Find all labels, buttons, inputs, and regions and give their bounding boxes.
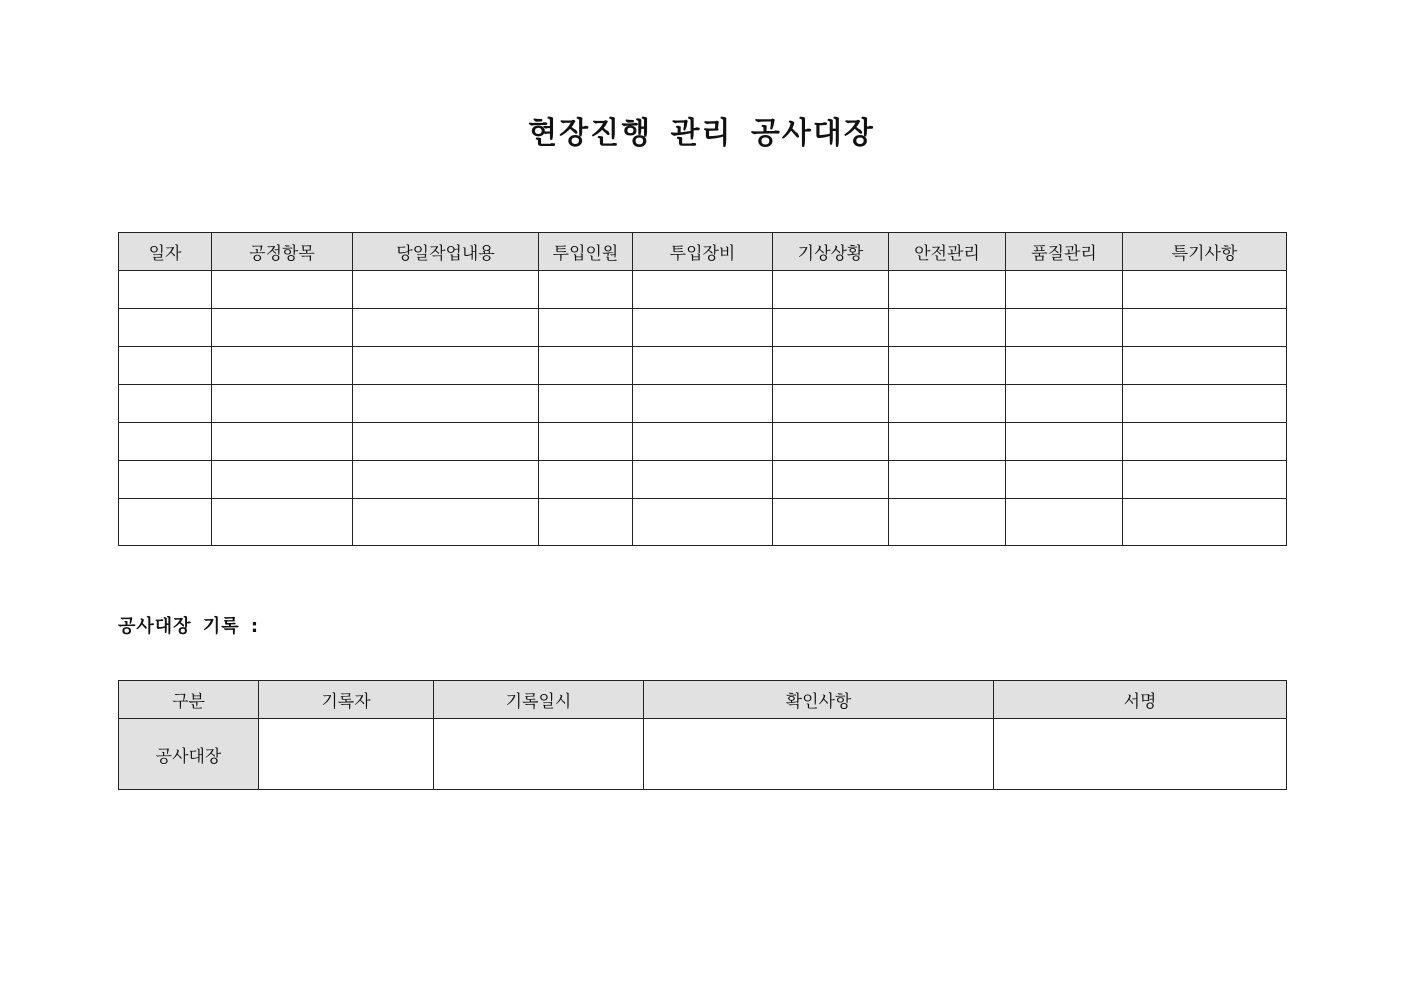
table-cell[interactable]	[1006, 499, 1123, 546]
record-section-label: 공사대장 기록 :	[118, 616, 260, 637]
header-confirmation: 확인사항	[644, 681, 994, 719]
table-cell[interactable]	[353, 347, 539, 385]
table-cell[interactable]	[773, 347, 889, 385]
table-cell[interactable]	[1006, 385, 1123, 423]
table-cell[interactable]	[1006, 423, 1123, 461]
header-recorder: 기록자	[259, 681, 434, 719]
table-cell[interactable]	[539, 347, 633, 385]
table-cell[interactable]	[212, 347, 353, 385]
table-cell[interactable]	[633, 499, 773, 546]
header-signature: 서명	[994, 681, 1287, 719]
table-cell[interactable]	[1006, 461, 1123, 499]
table-row	[119, 461, 1287, 499]
confirmation-cell[interactable]	[644, 719, 994, 790]
table-cell[interactable]	[1123, 461, 1287, 499]
header-daily-work: 당일작업내용	[353, 233, 539, 271]
table-header-row	[119, 233, 1287, 271]
table-cell[interactable]	[889, 385, 1006, 423]
table-row	[119, 719, 1287, 790]
table-cell[interactable]	[119, 385, 212, 423]
table-cell[interactable]	[119, 309, 212, 347]
table-cell[interactable]	[539, 385, 633, 423]
header-category: 구분	[119, 681, 259, 719]
header-process-item: 공정항목	[212, 233, 353, 271]
table-cell[interactable]	[889, 499, 1006, 546]
table-cell[interactable]	[633, 423, 773, 461]
table-cell[interactable]	[633, 309, 773, 347]
table-cell[interactable]	[1123, 385, 1287, 423]
table-cell[interactable]	[539, 309, 633, 347]
header-remarks: 특기사항	[1123, 233, 1287, 271]
header-record-datetime: 기록일시	[434, 681, 644, 719]
header-date: 일자	[119, 233, 212, 271]
table-cell[interactable]	[633, 385, 773, 423]
header-quality: 품질관리	[1006, 233, 1123, 271]
recorder-cell[interactable]	[259, 719, 434, 790]
table-cell[interactable]	[119, 347, 212, 385]
table-cell[interactable]	[353, 271, 539, 309]
header-safety: 안전관리	[889, 233, 1006, 271]
construction-progress-table	[118, 232, 1287, 546]
table-cell[interactable]	[539, 461, 633, 499]
table-cell[interactable]	[1123, 499, 1287, 546]
table-cell[interactable]	[212, 461, 353, 499]
table-cell[interactable]	[889, 461, 1006, 499]
table-cell[interactable]	[773, 499, 889, 546]
table-cell[interactable]	[633, 347, 773, 385]
header-weather: 기상상황	[773, 233, 889, 271]
table-row	[119, 423, 1287, 461]
table-cell[interactable]	[212, 271, 353, 309]
table-cell[interactable]	[1123, 423, 1287, 461]
table-cell[interactable]	[633, 461, 773, 499]
table-row	[119, 499, 1287, 546]
table-cell[interactable]	[212, 499, 353, 546]
table-header-row	[119, 681, 1287, 719]
table-cell[interactable]	[212, 385, 353, 423]
header-personnel: 투입인원	[539, 233, 633, 271]
table-cell[interactable]	[889, 309, 1006, 347]
table-cell[interactable]	[889, 423, 1006, 461]
table-row	[119, 271, 1287, 309]
table-cell[interactable]	[1123, 309, 1287, 347]
table-cell[interactable]	[633, 271, 773, 309]
table-cell[interactable]	[1006, 271, 1123, 309]
row-category-label: 공사대장	[119, 719, 259, 790]
table-cell[interactable]	[1123, 347, 1287, 385]
document-title: 현장진행 관리 공사대장	[528, 116, 875, 151]
table-cell[interactable]	[773, 309, 889, 347]
table-cell[interactable]	[119, 499, 212, 546]
table-cell[interactable]	[353, 499, 539, 546]
table-cell[interactable]	[353, 385, 539, 423]
table-cell[interactable]	[889, 271, 1006, 309]
table-cell[interactable]	[773, 423, 889, 461]
table-cell[interactable]	[212, 423, 353, 461]
table-cell[interactable]	[119, 423, 212, 461]
table-cell[interactable]	[119, 271, 212, 309]
header-equipment: 투입장비	[633, 233, 773, 271]
table-cell[interactable]	[119, 461, 212, 499]
table-cell[interactable]	[539, 271, 633, 309]
table-cell[interactable]	[773, 385, 889, 423]
table-row	[119, 385, 1287, 423]
table-row	[119, 309, 1287, 347]
table-cell[interactable]	[353, 423, 539, 461]
table-cell[interactable]	[353, 309, 539, 347]
table-cell[interactable]	[539, 423, 633, 461]
record-table	[118, 680, 1287, 790]
table-cell[interactable]	[773, 271, 889, 309]
table-cell[interactable]	[1123, 271, 1287, 309]
table-cell[interactable]	[539, 499, 633, 546]
table-cell[interactable]	[1006, 347, 1123, 385]
table-row	[119, 347, 1287, 385]
table-cell[interactable]	[353, 461, 539, 499]
table-cell[interactable]	[889, 347, 1006, 385]
table-cell[interactable]	[773, 461, 889, 499]
table-cell[interactable]	[1006, 309, 1123, 347]
record-datetime-cell[interactable]	[434, 719, 644, 790]
table-cell[interactable]	[212, 309, 353, 347]
signature-cell[interactable]	[994, 719, 1287, 790]
